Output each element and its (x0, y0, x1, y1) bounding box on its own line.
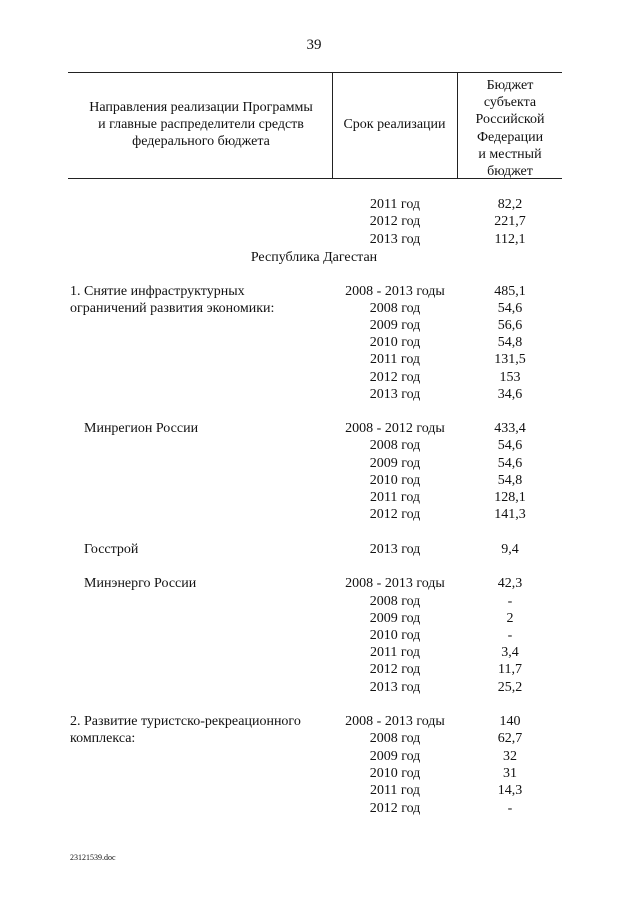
row-value: 54,6 (497, 456, 523, 471)
header-directions-line: федерального бюджета (132, 134, 270, 149)
row-period: 2008 год (369, 301, 421, 316)
header-budget-line: бюджет (487, 164, 533, 180)
row-period: 2010 год (369, 766, 421, 781)
row-period: 2008 - 2012 годы (345, 421, 445, 436)
row-period: 2010 год (369, 335, 421, 350)
row-period: 2008 - 2013 годы (345, 714, 445, 729)
table-top-rule (68, 72, 562, 73)
row-value: 221,7 (494, 214, 526, 229)
row-value: 56,6 (497, 318, 523, 333)
header-directions-line: Направления реализации Программы (89, 100, 313, 115)
row-period: 2013 год (369, 542, 421, 557)
document-filename: 23121539.doc (70, 853, 116, 862)
header-budget-line: и местный (478, 146, 542, 162)
section-name-line: Госстрой (84, 542, 139, 557)
row-period: 2011 год (369, 352, 421, 367)
section-name-line: Минрегион России (84, 421, 199, 436)
row-period: 2011 год (369, 197, 421, 212)
row-value: 34,6 (497, 387, 523, 402)
row-value: 485,1 (494, 284, 526, 299)
row-period: 2010 год (369, 628, 421, 643)
row-value: 54,8 (497, 335, 523, 350)
row-value: - (507, 628, 513, 643)
row-value: 11,7 (498, 662, 522, 677)
row-value: 153 (499, 370, 521, 385)
row-period: 2009 год (369, 749, 421, 764)
row-value: 3,4 (501, 645, 519, 660)
row-value: 31 (503, 766, 517, 781)
row-value: 140 (499, 714, 521, 729)
row-value: 141,3 (494, 507, 526, 522)
row-value: 42,3 (497, 576, 523, 591)
header-budget-line: Федерации (476, 129, 544, 145)
page-number: 39 (306, 37, 322, 53)
region-title: Республика Дагестан (250, 250, 378, 265)
header-directions (70, 99, 332, 150)
section-name-line: 2. Развитие туристско-рекреационного (70, 714, 301, 729)
row-period: 2009 год (369, 611, 421, 626)
header-period: Срок реализации (343, 117, 446, 132)
row-value: 2 (506, 611, 514, 626)
row-period: 2012 год (369, 214, 421, 229)
section-name-line: 1. Снятие инфраструктурных (70, 284, 245, 299)
row-value: 25,2 (497, 680, 523, 695)
row-value: 54,8 (497, 473, 523, 488)
row-value: 433,4 (494, 421, 526, 436)
row-value: 14,3 (497, 783, 523, 798)
row-value: 82,2 (497, 197, 523, 212)
header-budget-line: субъекта (483, 95, 537, 111)
row-period: 2009 год (369, 456, 421, 471)
row-period: 2013 год (369, 232, 421, 247)
section-name-line: Минэнерго России (84, 576, 197, 591)
row-period: 2011 год (369, 783, 421, 798)
row-value: 128,1 (494, 490, 526, 505)
row-period: 2012 год (369, 801, 421, 816)
row-period: 2008 год (369, 594, 421, 609)
section-name-line: комплекса: (70, 731, 136, 746)
row-value: - (507, 801, 513, 816)
row-value: 62,7 (497, 731, 523, 746)
row-period: 2011 год (369, 645, 421, 660)
row-value: 32 (503, 749, 517, 764)
row-period: 2009 год (369, 318, 421, 333)
row-period: 2013 год (369, 387, 421, 402)
row-value: 54,6 (497, 438, 523, 453)
header-budget-line: Бюджет (486, 78, 534, 93)
row-period: 2008 - 2013 годы (345, 576, 445, 591)
row-period: 2013 год (369, 680, 421, 695)
header-budget-line: Российской (475, 112, 545, 128)
row-value: 54,6 (497, 301, 523, 316)
row-period: 2012 год (369, 662, 421, 677)
row-period: 2010 год (369, 473, 421, 488)
row-period: 2008 год (369, 731, 421, 746)
section-name-line: ограничений развития экономики: (70, 301, 275, 316)
row-period: 2012 год (369, 370, 421, 385)
row-period: 2008 - 2013 годы (345, 284, 445, 299)
row-value: 9,4 (501, 542, 519, 557)
row-period: 2011 год (369, 490, 421, 505)
row-value: 112,1 (494, 232, 526, 247)
header-directions-line: и главные распределители средств (98, 117, 304, 132)
row-period: 2012 год (369, 507, 421, 522)
row-value: - (507, 594, 513, 609)
row-period: 2008 год (369, 438, 421, 453)
row-value: 131,5 (494, 352, 526, 367)
header-budget (458, 77, 562, 180)
